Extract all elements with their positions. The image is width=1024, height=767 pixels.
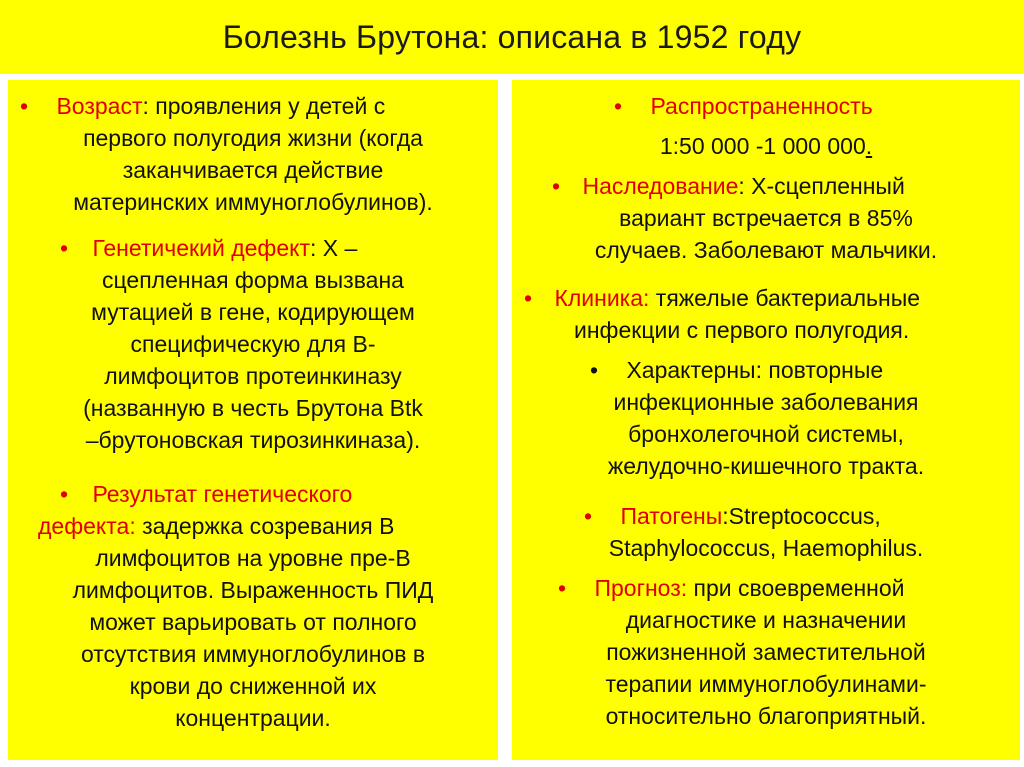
defect-line-1: : Х – (309, 235, 358, 261)
clinic-item (512, 282, 1020, 346)
age-line-4: материнских иммуноглобулинов). (73, 189, 433, 215)
prognosis-line-5: относительно благоприятный. (605, 703, 927, 729)
result-line-2: задержка созревания В (135, 513, 395, 539)
typical-line-1: Характерны: повторные (626, 357, 884, 383)
prognosis-line-1: при своевременной (687, 575, 905, 601)
bullet-icon: • (524, 285, 533, 311)
defect-line-4: специфическую для В- (130, 331, 376, 357)
bullet-icon: • (558, 575, 567, 601)
prognosis-line-4: терапии иммуноглобулинами- (605, 671, 927, 697)
result-label-2: дефекта: (38, 513, 136, 539)
typical-line-2: инфекционные заболевания (613, 389, 919, 415)
result-item (8, 478, 498, 734)
defect-line-3: мутацией в гене, кодирующем (91, 299, 415, 325)
result-line-3: лимфоцитов на уровне пре-В (95, 545, 411, 571)
bullet-icon: • (60, 235, 69, 261)
clinic-line-2: инфекции с первого полугодия. (574, 317, 910, 343)
result-line-7: крови до сниженной их (129, 673, 377, 699)
pathogens-label: Патогены (620, 503, 723, 529)
inheritance-line-3: случаев. Заболевают мальчики. (594, 237, 938, 263)
age-label: Возраст (56, 93, 143, 119)
bullet-icon: • (20, 93, 29, 119)
defect-line-5: лимфоцитов протеинкиназу (104, 363, 402, 389)
result-line-5: может варьировать от полного (89, 609, 417, 635)
inheritance-line-1: : Х-сцепленный (738, 173, 905, 199)
inheritance-label: Наследование (582, 173, 739, 199)
left-panel (8, 80, 498, 760)
age-line-3: заканчивается действие (122, 157, 384, 183)
bullet-icon: • (590, 357, 599, 383)
pathogens-item (512, 500, 1020, 564)
bullet-icon: • (584, 503, 593, 529)
slide-title: Болезнь Брутона: описана в 1952 году (222, 18, 802, 55)
result-line-8: концентрации. (175, 705, 331, 731)
defect-item (8, 232, 498, 456)
result-line-6: отсутствия иммуноглобулинов в (80, 641, 426, 667)
defect-line-6: (названную в честь Брутона Btk (83, 395, 423, 421)
prevalence-label: Распространенность (650, 93, 873, 119)
inheritance-line-2: вариант встречается в 85% (619, 205, 913, 231)
pathogens-line-1: :Streptococcus, (722, 503, 881, 529)
prevalence-item (512, 90, 1020, 162)
title-bar (0, 0, 1024, 74)
age-line-1: : проявления у детей с (142, 93, 386, 119)
prognosis-line-3: пожизненной заместительной (606, 639, 926, 665)
typical-line-4: желудочно-кишечного тракта. (607, 453, 925, 479)
result-line-4: лимфоцитов. Выраженность ПИД (72, 577, 434, 603)
age-item (8, 90, 498, 218)
age-line-2: первого полугодия жизни (когда (83, 125, 423, 151)
bullet-icon: • (60, 481, 69, 507)
prognosis-line-2: диагностике и назначении (625, 607, 907, 633)
bullet-icon: • (552, 173, 561, 199)
pathogens-line-2: Staphylococcus, Haemophilus. (608, 535, 924, 561)
defect-line-7: –брутоновская тирозинкиназа). (85, 427, 421, 453)
prevalence-value: 1:50 000 -1 000 000 (659, 133, 866, 159)
defect-label: Генетичекий дефект (92, 235, 310, 261)
result-label-1: Результат генетического (92, 481, 353, 507)
prognosis-label: Прогноз: (594, 575, 688, 601)
typical-line-3: бронхолегочной системы, (628, 421, 904, 447)
prognosis-item (512, 572, 1020, 732)
prevalence-suffix: . (865, 133, 873, 159)
clinic-line-1: тяжелые бактериальные (649, 285, 921, 311)
right-panel (512, 80, 1020, 760)
inheritance-item (512, 170, 1020, 266)
clinic-label: Клиника: (554, 285, 650, 311)
defect-line-2: сцепленная форма вызвана (102, 267, 404, 293)
typical-item (512, 354, 1020, 482)
bullet-icon: • (614, 93, 623, 119)
